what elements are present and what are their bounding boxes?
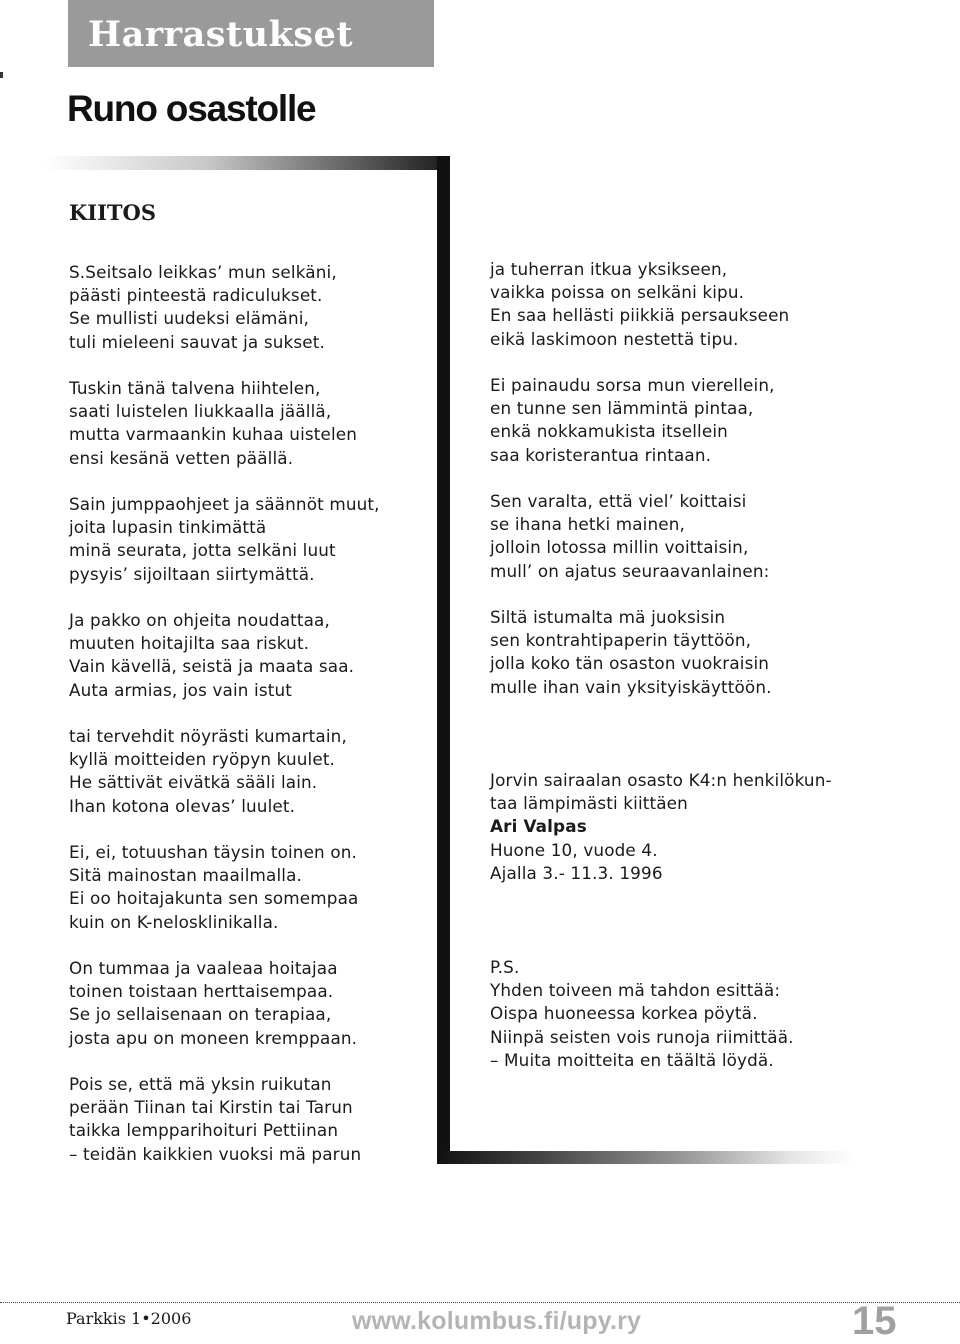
poem-line: ensi kesänä vetten päällä. xyxy=(69,447,294,468)
poem-line: En saa hellästi piikkiä persaukseen xyxy=(490,305,790,326)
poem-stanza xyxy=(490,606,772,699)
poem-stanza xyxy=(69,957,357,1050)
poem-line: Ihan kotona olevas’ luulet. xyxy=(69,795,296,816)
poem-line: On tummaa ja vaaleaa hoitajaa xyxy=(69,958,338,978)
footer-divider xyxy=(0,1302,960,1303)
poem-line: muuten hoitajilta saa riskut. xyxy=(69,633,310,654)
poem-line: Tuskin tänä talvena hiihtelen, xyxy=(69,378,321,398)
poem-line: minä seurata, jotta selkäni luut xyxy=(69,540,336,561)
poem-stanza xyxy=(69,493,380,586)
poem-stanza xyxy=(69,377,357,470)
poem-line: pysyis’ sijoiltaan siirtymättä. xyxy=(69,563,315,584)
poem-line: päästi pinteestä radiculukset. xyxy=(69,285,323,306)
poem-line: Sitä mainostan maailmalla. xyxy=(69,865,302,886)
postscript-line: – Muita moitteita en täältä löydä. xyxy=(490,1049,774,1070)
signature-line: Jorvin sairaalan osasto K4:n henkilökun- xyxy=(490,770,832,790)
section-title: Harrastukset xyxy=(88,14,354,55)
poem-line: Ei oo hoitajakunta sen somempaa xyxy=(69,888,359,909)
signature-author: Ari Valpas xyxy=(490,816,587,837)
poem-line: He sättivät eivätkä sääli lain. xyxy=(69,772,318,793)
poem-line: Auta armias, jos vain istut xyxy=(69,679,293,700)
page-title: Runo osastolle xyxy=(67,88,316,129)
poem-line: Pois se, että mä yksin ruikutan xyxy=(69,1074,332,1094)
poem-line: sen kontrahtipaperin täyttöön, xyxy=(490,630,752,651)
poem-line: perään Tiinan tai Kirstin tai Tarun xyxy=(69,1097,353,1118)
poem-stanza xyxy=(490,374,775,467)
poem-line: kyllä moitteiden ryöpyn kuulet. xyxy=(69,749,336,770)
poem-title: KIITOS xyxy=(69,200,156,225)
frame-top-border xyxy=(44,156,450,170)
poem-stanza xyxy=(69,609,354,702)
section-header-bar xyxy=(68,0,434,67)
poem-line: josta apu on moneen kremppaan. xyxy=(69,1027,358,1048)
poem-line: Sen varalta, että viel’ koittaisi xyxy=(490,491,747,511)
postscript-line: Oispa huoneessa korkea pöytä. xyxy=(490,1003,758,1024)
frame-bottom-border xyxy=(437,1151,855,1164)
signature-line: Huone 10, vuode 4. xyxy=(490,839,658,860)
postscript-line: Yhden toiveen mä tahdon esittää: xyxy=(490,980,781,1001)
signature-block xyxy=(490,769,832,885)
poem-line: joita lupasin tinkimättä xyxy=(69,517,267,538)
poem-line: saati luistelen liukkaalla jäällä, xyxy=(69,401,332,422)
poem-line: kuin on K-nelosklinikalla. xyxy=(69,911,279,932)
poem-line: Ei painaudu sorsa mun vierellein, xyxy=(490,375,775,395)
poem-line: S.Seitsalo leikkas’ mun selkäni, xyxy=(69,262,337,282)
margin-mark xyxy=(0,72,3,78)
poem-line: jolloin lotossa millin voittaisin, xyxy=(490,537,749,558)
publication-info: Parkkis 1•2006 xyxy=(66,1309,192,1328)
poem-line: Ei, ei, totuushan täysin toinen on. xyxy=(69,842,358,862)
poem-stanza xyxy=(69,1073,361,1166)
poem-line: mulle ihan vain yksityiskäyttöön. xyxy=(490,676,772,697)
poem-line: mutta varmaankin kuhaa uistelen xyxy=(69,424,358,445)
poem-line: eikä laskimoon nestettä tipu. xyxy=(490,328,739,349)
postscript-block xyxy=(490,956,794,1072)
poem-line: Siltä istumalta mä juoksisin xyxy=(490,607,726,627)
poem-line: jolla koko tän osaston vuokraisin xyxy=(490,653,770,674)
website-url: www.kolumbus.fi/upy.ry xyxy=(352,1307,642,1335)
poem-line: taikka lempparihoituri Pettiinan xyxy=(69,1120,339,1141)
postscript-line: P.S. xyxy=(490,957,520,977)
poem-line: toinen toistaan herttaisempaa. xyxy=(69,981,334,1002)
poem-stanza xyxy=(69,841,358,934)
poem-line: enkä nokkamukista itsellein xyxy=(490,421,728,442)
poem-line: vaikka poissa on selkäni kipu. xyxy=(490,282,745,303)
poem-line: se ihana hetki mainen, xyxy=(490,514,686,535)
page-number: 15 xyxy=(852,1299,897,1343)
poem-stanza xyxy=(69,725,347,818)
frame-right-border xyxy=(437,156,450,1164)
signature-line: Ajalla 3.- 11.3. 1996 xyxy=(490,862,663,883)
poem-stanza xyxy=(69,261,337,354)
poem-line: mull’ on ajatus seuraavanlainen: xyxy=(490,560,770,581)
postscript-line: Niinpä seisten vois runoja riimittää. xyxy=(490,1026,794,1047)
poem-line: Se jo sellaisenaan on terapiaa, xyxy=(69,1004,332,1025)
signature-line: taa lämpimästi kiittäen xyxy=(490,793,688,814)
poem-line: saa koristerantua rintaan. xyxy=(490,444,712,465)
poem-line: tuli mieleeni sauvat ja sukset. xyxy=(69,331,325,352)
poem-line: Se mullisti uudeksi elämäni, xyxy=(69,308,310,329)
poem-line: tai tervehdit nöyrästi kumartain, xyxy=(69,726,347,746)
poem-line: ja tuherran itkua yksikseen, xyxy=(490,259,728,279)
poem-line: en tunne sen lämmintä pintaa, xyxy=(490,398,754,419)
poem-line: Vain kävellä, seistä ja maata saa. xyxy=(69,656,355,677)
poem-line: – teidän kaikkien vuoksi mä parun xyxy=(69,1143,362,1164)
poem-line: Ja pakko on ohjeita noudattaa, xyxy=(69,610,330,630)
poem-stanza xyxy=(490,490,769,583)
poem-line: Sain jumppaohjeet ja säännöt muut, xyxy=(69,494,380,514)
poem-stanza xyxy=(490,258,789,351)
